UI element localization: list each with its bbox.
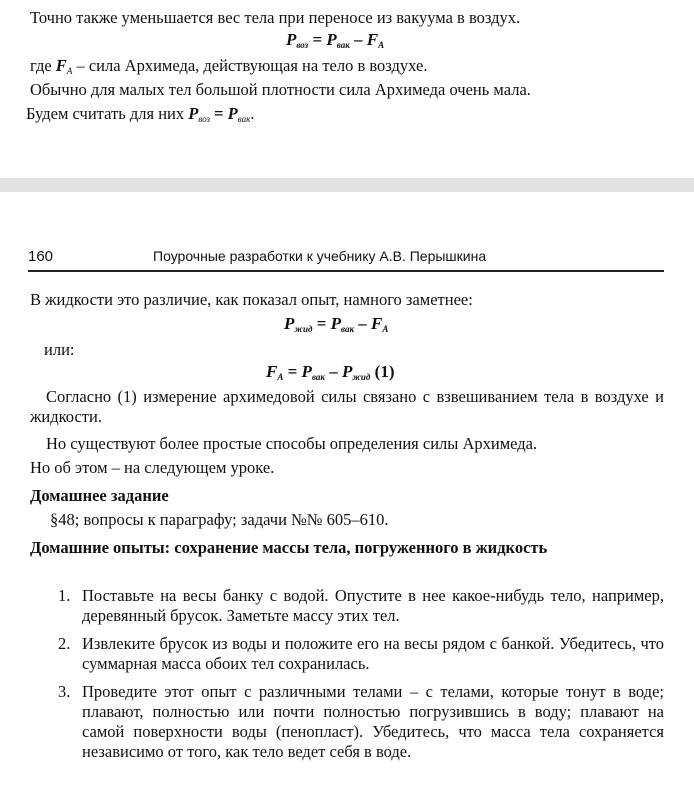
top-page-fragment — [0, 0, 694, 178]
book-title: Поурочные разработки к учебнику А.В. Перышкина — [153, 248, 487, 264]
experiments-heading: Домашние опыты: сохранение массы тела, погруженного в жидкость — [30, 538, 548, 557]
page-number: 160 — [28, 248, 54, 265]
list-item-number: 2. — [58, 634, 71, 653]
text-line: или: — [44, 340, 75, 359]
list-item-number: 1. — [58, 586, 71, 605]
page-separator — [0, 178, 694, 192]
text-line: В жидкости это различие, как показал опыт, намного заметнее: — [30, 290, 473, 309]
homework-heading: Домашнее задание — [30, 486, 169, 505]
text-line: Но об этом – на следующем уроке. — [30, 458, 275, 477]
formula-archimedes-force: $F_A = P_{вак} - P_{жид}$ (1) — [266, 362, 395, 382]
formula-weight-in-air: $P_{воз} = P_{вак} - F_A$ — [286, 30, 385, 50]
list-item: Извлеките брусок из воды и положите его на весы рядом с банкой. Убедитесь, что суммарная масса обоих тел сохранилась. — [82, 634, 664, 673]
paragraph: Согласно (1) измерение архимедовой силы связано с взвешиванием тела в воздухе и жидкости. — [30, 387, 664, 426]
formula-weight-in-liquid: $P_{жид} = P_{вак} - F_A$ — [284, 314, 389, 334]
text-line: Обычно для малых тел большой плотности сила Архимеда очень мала. — [30, 80, 531, 99]
running-head — [28, 248, 664, 270]
text-line: Будем считать для них $P_{воз} = P_{вак}$. — [26, 104, 255, 124]
header-rule — [28, 270, 664, 272]
text-line: Точно также уменьшается вес тела при переносе из вакуума в воздух. — [30, 8, 521, 27]
text-line: Но существуют более простые способы определения силы Архимеда. — [46, 434, 538, 453]
homework-text: §48; вопросы к параграфу; задачи №№ 605–610. — [50, 510, 389, 529]
list-item: Проведите этот опыт с различными телами – с телами, которые тонут в воде; плавают, полностью или почти полностью погрузившись в воду; плавают на самой поверхности воды (пенопласт). Убедитесь, что масса тела сохраняется независимо от того, как тело ведет себя в воде. — [82, 682, 664, 761]
list-item: Поставьте на весы банку с водой. Опустите в нее какое-нибудь тело, например, деревянный брусок. Заметьте массу этих тел. — [82, 586, 664, 625]
text-line: где $F_A$ – сила Архимеда, действующая на тело в воздухе. — [30, 56, 428, 76]
list-item-number: 3. — [58, 682, 71, 701]
